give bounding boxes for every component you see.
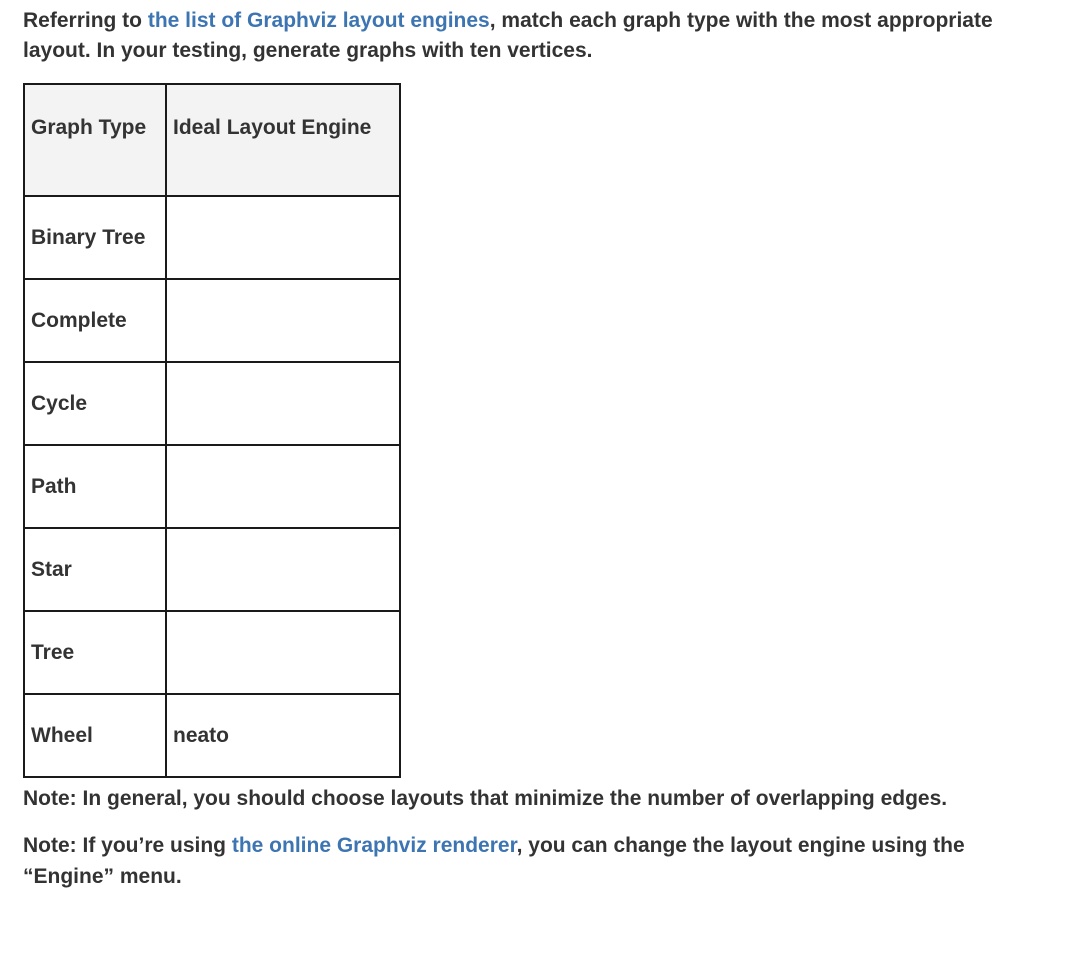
graph-type-cell: Cycle xyxy=(24,362,166,445)
engine-input-cell[interactable] xyxy=(166,611,400,694)
header-graph-type: Graph Type xyxy=(24,84,166,196)
engine-input-cell[interactable] xyxy=(166,196,400,279)
note2-prefix: Note: If you’re using xyxy=(23,834,232,857)
instructions-suffix: , match each graph type with the most appropriate layout. In your testing, generate graphs with ten vertices. xyxy=(23,9,993,62)
table-row xyxy=(24,528,400,611)
engine-input-cell[interactable] xyxy=(166,445,400,528)
online-graphviz-renderer-link[interactable]: the online Graphviz renderer xyxy=(231,834,517,857)
engine-input-cell[interactable]: neato xyxy=(166,694,400,777)
table-row xyxy=(24,611,400,694)
graph-type-cell: Binary Tree xyxy=(24,196,166,279)
table-row xyxy=(24,694,400,777)
graphviz-layout-engines-link[interactable]: the list of Graphviz layout engines xyxy=(147,9,490,32)
table-row xyxy=(24,362,400,445)
table-row xyxy=(24,445,400,528)
graph-type-cell: Path xyxy=(24,445,166,528)
note2-suffix: , you can change the layout engine using the “Engine” menu. xyxy=(23,834,965,888)
graph-type-cell: Star xyxy=(24,528,166,611)
table-row xyxy=(24,279,400,362)
engine-input-cell[interactable] xyxy=(166,528,400,611)
header-ideal-layout-engine: Ideal Layout Engine xyxy=(166,84,400,196)
graph-type-cell: Tree xyxy=(24,611,166,694)
instructions-prefix: Referring to xyxy=(23,9,148,32)
note-online-renderer xyxy=(23,830,1043,892)
graph-type-cell: Complete xyxy=(24,279,166,362)
table-row xyxy=(24,196,400,279)
note-overlapping-edges: Note: In general, you should choose layouts that minimize the number of overlapping edges. xyxy=(23,787,948,810)
engine-input-cell[interactable] xyxy=(166,362,400,445)
graph-layout-table xyxy=(23,83,401,778)
engine-input-cell[interactable] xyxy=(166,279,400,362)
instructions-paragraph xyxy=(23,6,1043,66)
graph-type-cell: Wheel xyxy=(24,694,166,777)
table-header-row xyxy=(24,84,400,196)
